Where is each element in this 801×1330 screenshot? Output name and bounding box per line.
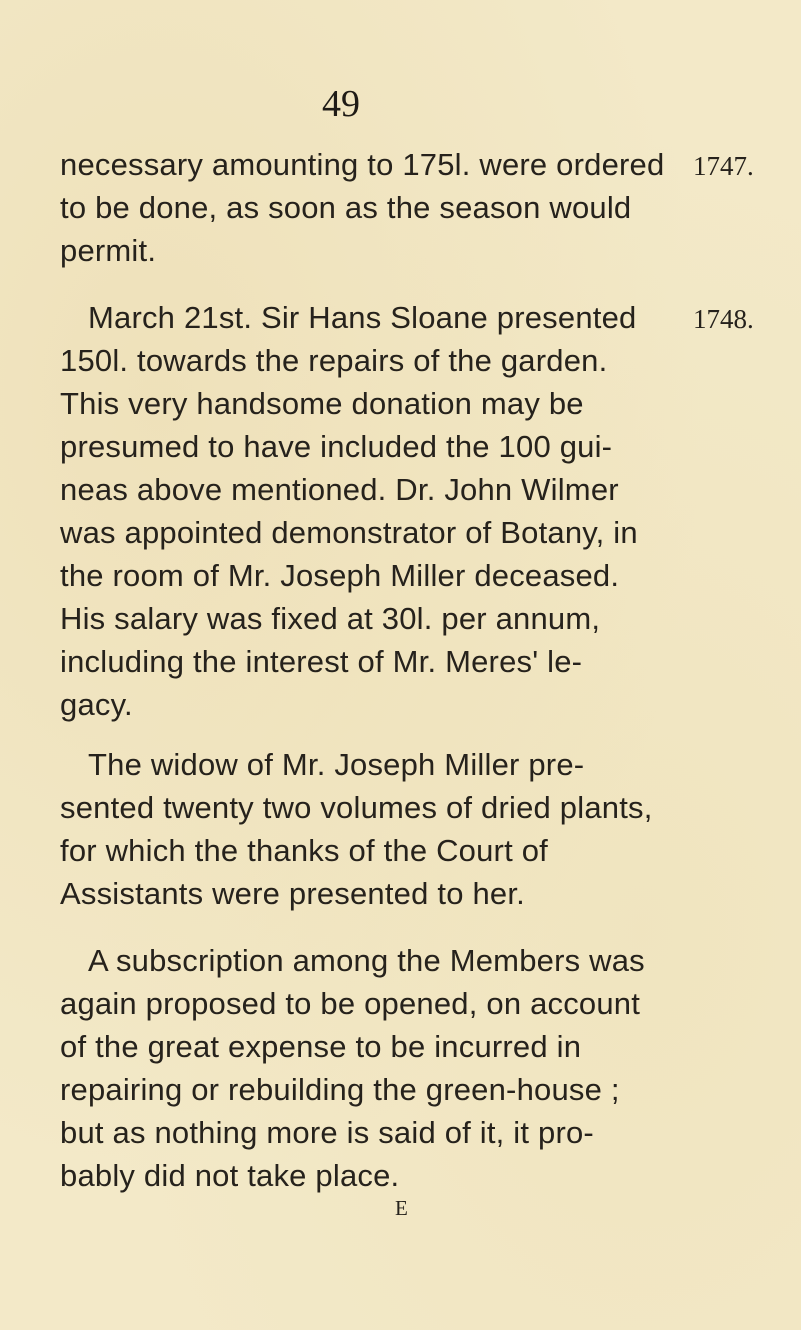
text-line: for which the thanks of the Court of	[60, 833, 548, 868]
page-number: 49	[322, 83, 360, 125]
marginal-year-1747: 1747.	[693, 151, 754, 181]
signature-mark: E	[395, 1196, 408, 1220]
text-line: the room of Mr. Joseph Miller deceased.	[60, 558, 620, 593]
text-line: including the interest of Mr. Meres' le-	[60, 644, 583, 679]
text-line: again proposed to be opened, on account	[60, 986, 641, 1021]
text-line: His salary was fixed at 30l. per annum,	[60, 601, 601, 636]
text-line: March 21st. Sir Hans Sloane presented	[88, 300, 637, 335]
text-line: of the great expense to be incurred in	[60, 1029, 582, 1064]
text-line: presumed to have included the 100 gui-	[60, 429, 613, 464]
text-line: to be done, as soon as the season would	[60, 190, 632, 225]
text-line: necessary amounting to 175l. were ordered	[60, 147, 665, 182]
text-line: This very handsome donation may be	[60, 386, 584, 421]
text-line: 150l. towards the repairs of the garden.	[60, 343, 608, 378]
text-line: was appointed demonstrator of Botany, in	[60, 515, 638, 550]
text-line: Assistants were presented to her.	[60, 876, 525, 911]
text-line: A subscription among the Members was	[88, 943, 645, 978]
text-line: permit.	[60, 233, 157, 268]
text-line: neas above mentioned. Dr. John Wilmer	[60, 472, 619, 507]
text-line: gacy.	[60, 687, 133, 722]
text-line: sented twenty two volumes of dried plants,	[60, 790, 653, 825]
text-line: but as nothing more is said of it, it pro-	[60, 1115, 594, 1150]
text-line: bably did not take place.	[60, 1158, 400, 1193]
text-line: repairing or rebuilding the green-house ;	[60, 1072, 620, 1107]
marginal-year-1748: 1748.	[693, 304, 754, 334]
text-line: The widow of Mr. Joseph Miller pre-	[88, 747, 585, 782]
